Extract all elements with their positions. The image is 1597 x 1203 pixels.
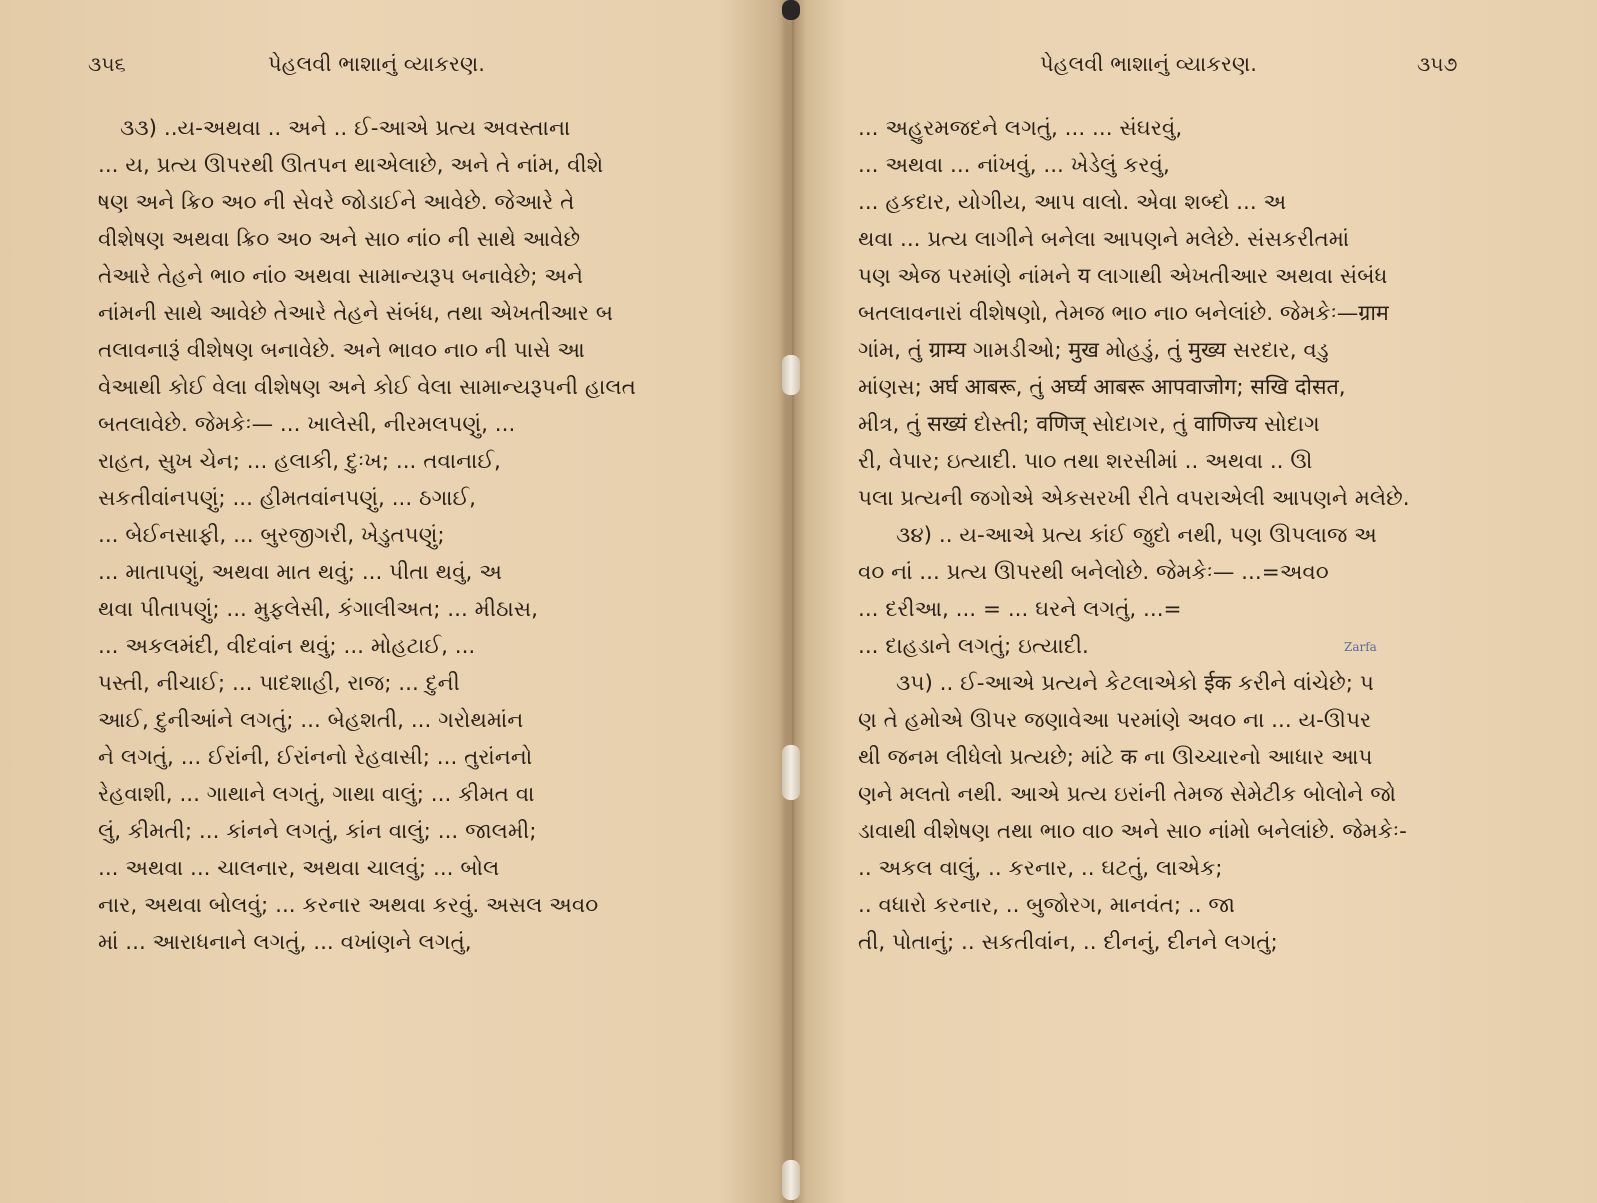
handwritten-margin-note: Zarfa: [1344, 640, 1377, 654]
text-line: ને લગતું, ... ઈરાંની, ઈરાંનનો રેહવાસી; ... તુરાંનનો: [98, 745, 533, 770]
text-line: વેઆથી કોઈ વેલા વીશેષણ અને કોઈ વેલા સામાન્યરૂપની હાલત: [98, 375, 636, 400]
text-line: ... દરીઆ, ... = ... ઘરને લગતું, ...=: [858, 597, 1182, 622]
binding-stitch: [782, 0, 800, 20]
text-line: ... અથવા ... ચાલનાર, અથવા ચાલવું; ... બોલ: [98, 856, 500, 881]
text-line: ડાવાથી વીશેષણ તથા ભા૦ વા૦ અને સા૦ નાંમો બનેલાંછે. જેમકેઃ-: [858, 819, 1407, 844]
binding-stitch: [782, 745, 800, 800]
text-line: ણને મલતો નથી. આએ પ્રત્ય ઇરાંની તેમજ સેમેટીક બોલોને જો: [858, 782, 1396, 807]
text-line: ... હકદાર, યોગીય, આપ વાલો. એવા શબ્દો ... અ: [858, 190, 1287, 215]
text-line: ... દાહડાને લગતું; ઇત્યાદી.: [858, 634, 1089, 659]
binding-stitch: [782, 1160, 800, 1200]
text-line: રાહત, સુખ ચેન; ... હલાકી, દુઃખ; ... તવાનાઈ,: [98, 449, 501, 474]
text-line: .. વધારો કરનાર, .. બુજોરગ, માનવંત; .. જા: [858, 893, 1235, 918]
text-line: ગાંમ, તું ग्राम्य ગામડીઓ; मुख મોહડું, તું मुख्य સરદાર, વડુ: [858, 338, 1329, 363]
text-line: ... અકલમંદી, વીદવાંન થવું; ... મોહટાઈ, ...: [98, 634, 476, 659]
text-line: બતલાવેછે. જેમકેઃ— ... ખાલેસી, નીરમલપણું, ...: [98, 412, 516, 437]
right-body-text: [858, 110, 1410, 961]
text-line: પણ એજ પરમાંણે નાંમને य લાગાથી એખતીઆર અથવા સંબંધ: [858, 264, 1388, 289]
left-page: [0, 0, 790, 1203]
text-line: ણ તે હમોએ ઊપર જણાવેઆ પરમાંણે અવ૦ ના ... ય-ઊપર: [858, 708, 1372, 733]
text-line: વીશેષણ અથવા ક્રિ૦ અ૦ અને સા૦ નાં૦ ની સાથે આવેછે: [98, 227, 581, 252]
right-running-header: પેહલવી ભાશાનું વ્યાકરણ.: [1040, 52, 1257, 76]
text-line: વ૦ નાં ... પ્રત્ય ઊપરથી બનેલોછે. જેમકેઃ— ...=અવ૦: [858, 560, 1329, 585]
text-line: રી, વેપાર; ઇત્યાદી. પા૦ તથા શરસીમાં .. અથવા .. ઊ: [858, 449, 1313, 474]
text-line: ૩૪) .. ય-આએ પ્રત્ય કાંઈ જુદો નથી, પણ ઊપલાજ અ: [896, 523, 1377, 548]
text-line: થી જનમ લીધેલો પ્રત્યછે; માંટે क ના ઊચ્ચારનો આધાર આપ: [858, 745, 1373, 770]
left-page-number: ૩૫૬: [88, 52, 126, 76]
text-line: તલાવનારૂં વીશેષણ બનાવેછે. અને ભાવ૦ ના૦ ની પાસે આ: [98, 338, 585, 363]
text-line: રેહવાશી, ... ગાથાને લગતું, ગાથા વાલું; ... કીમત વા: [98, 782, 535, 807]
text-line: ૩૩) ..ય-અથવા .. અને .. ઈ-આએ પ્રત્ય અવસ્તાના: [120, 116, 571, 141]
text-line: થવા ... પ્રત્ય લાગીને બનેલા આપણને મલેછે. સંસકરીતમાં: [858, 227, 1350, 252]
text-line: ... અથવા ... નાંખવું, ... ખેડેલું કરવું,: [858, 153, 1170, 178]
text-line: તેઆરે તેહને ભા૦ નાં૦ અથવા સામાન્યરૂપ બનાવેછે; અને: [98, 264, 583, 289]
text-line: થવા પીતાપણું; ... મુફલેસી, કંગાલીઅત; ... મીઠાસ,: [98, 597, 538, 622]
text-line: મીત્ર, તું सख्यं દોસ્તી; वणिज् સોદાગર, તું वाणिज्य સોદાગ: [858, 412, 1320, 437]
text-line: તી, પોતાનું; .. સકતીવાંન, .. દીનનું, દીનને લગતું;: [858, 930, 1278, 955]
text-line: બતલાવનારાં વીશેષણો, તેમજ ભા૦ ના૦ બનેલાંછે. જેમકેઃ—ग्राम: [858, 301, 1389, 326]
text-line: ... બેઈનસાફી, ... બુરજીગરી, ખેડુતપણું;: [98, 523, 445, 548]
binding-stitch: [782, 355, 800, 395]
text-line: નાર, અથવા બોલવું; ... કરનાર અથવા કરવું. અસલ અવ૦: [98, 893, 599, 918]
text-line: આઈ, દુનીઆંને લગતું; ... બેહશતી, ... ગરોથમાંન: [98, 708, 524, 733]
text-line: માં ... આરાધનાને લગતું, ... વખાંણને લગતું,: [98, 930, 472, 955]
right-page-number: ૩૫૭: [1417, 52, 1458, 76]
text-line: માંણસ; अर्घ आबरू, તું अर्घ्य आबरू आपवाजोग; सखि दोसत,: [858, 375, 1346, 400]
text-line: ... અહુરમજદને લગતું, ... ... સંઘરવું,: [858, 116, 1183, 141]
text-line: ... માતાપણું, અથવા માત થવું; ... પીતા થવું, અ: [98, 560, 502, 585]
left-running-header: પેહલવી ભાશાનું વ્યાકરણ.: [268, 52, 485, 76]
left-body-text: [98, 110, 688, 961]
text-line: નાંમની સાથે આવેછે તેઆરે તેહને સંબંધ, તથા એખતીઆર બ: [98, 301, 614, 326]
text-line: .. અકલ વાલું, .. કરનાર, .. ઘટતું, લાએક;: [858, 856, 1223, 881]
text-line: ષણ અને ક્રિ૦ અ૦ ની સેવરે જોડાઈને આવેછે. જેઆરે તે: [98, 190, 575, 215]
text-line: પલા પ્રત્યની જગોએ એકસરખી રીતે વપરાએલી આપણને મલેછે.: [858, 486, 1410, 511]
text-line: પસ્તી, નીચાઈ; ... પાદશાહી, રાજ; ... દુની: [98, 671, 460, 696]
text-line: લું, કીમતી; ... કાંનને લગતું, કાંન વાલું; ... જાલમી;: [98, 819, 537, 844]
text-line: સકતીવાંનપણું; ... હીમતવાંનપણું, ... ઠગાઈ,: [98, 486, 476, 511]
text-line: ... ય, પ્રત્ય ઊપરથી ઊતપન થાએલાછે, અને તે નાંમ, વીશે: [98, 153, 604, 178]
text-line: ૩૫) .. ઈ-આએ પ્રત્યને કેટલાએકો ईक કરીને વાંચેછે; પ: [896, 671, 1374, 696]
